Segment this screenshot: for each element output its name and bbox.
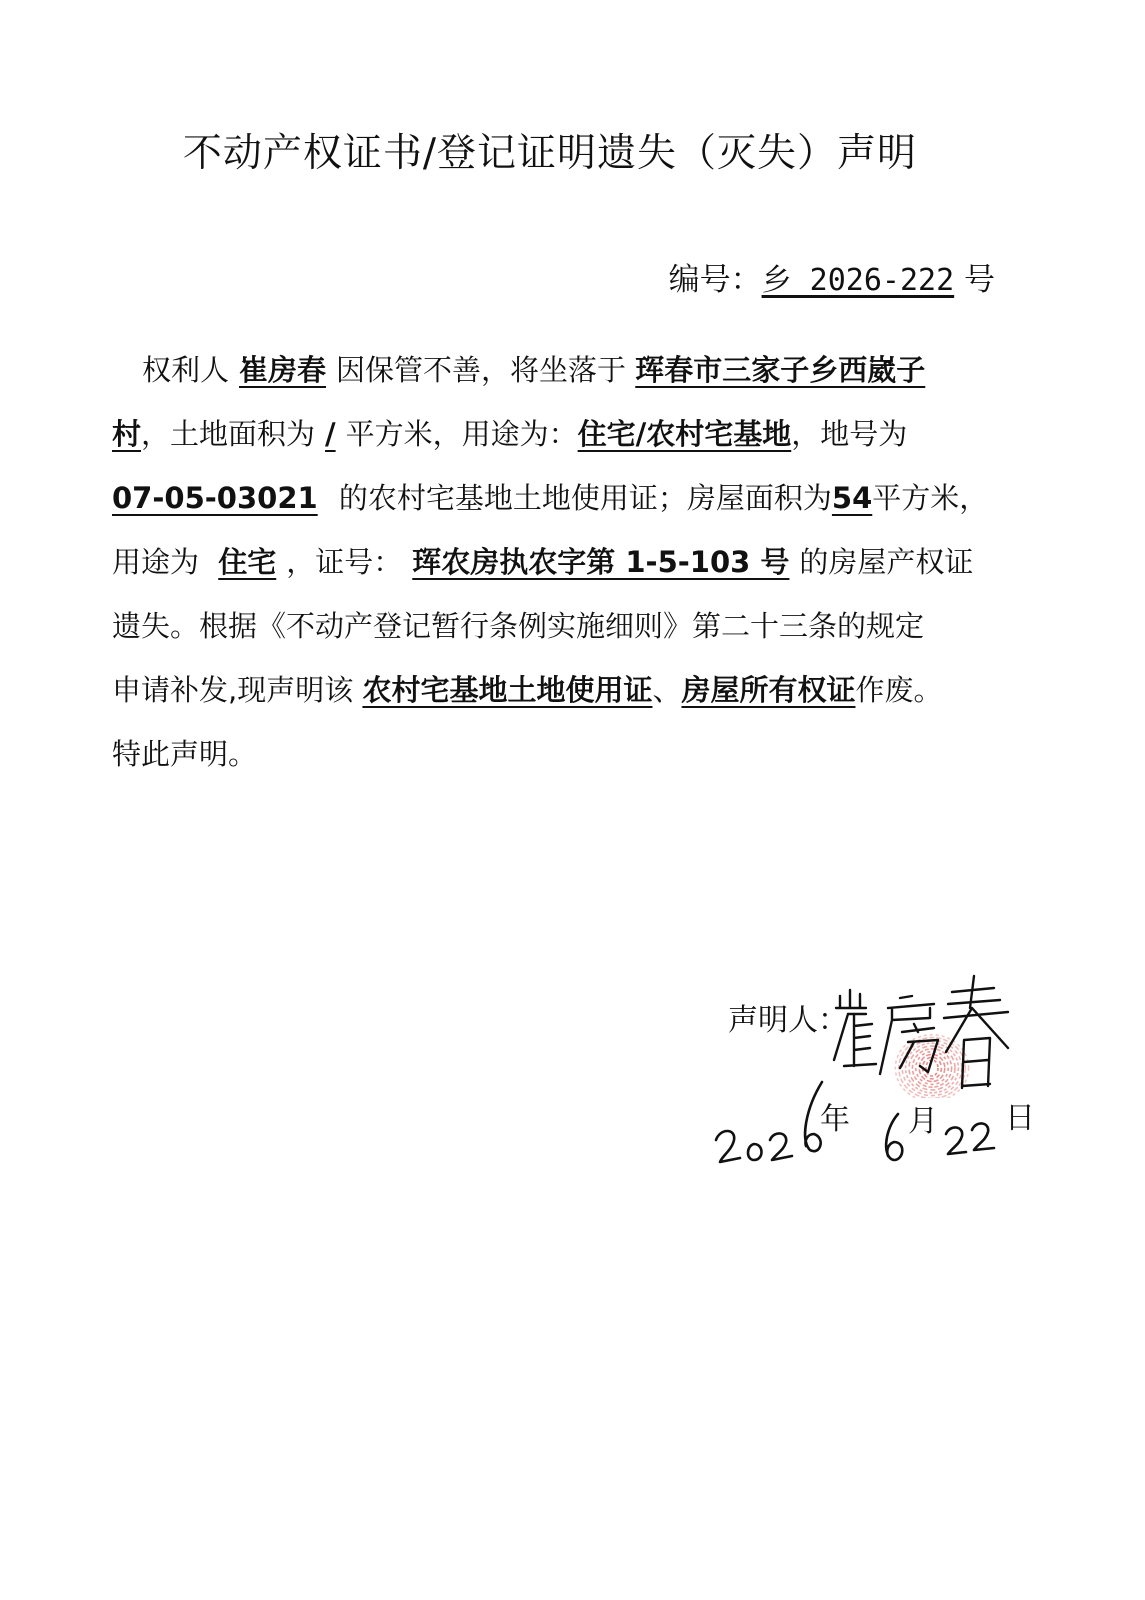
text-cert-label: ，证号： (286, 545, 403, 579)
text-void-separator: 、 (652, 673, 682, 707)
body-line-7: 特此声明。 (112, 737, 258, 771)
document-number (669, 254, 995, 299)
text-reason: 因保管不善，将坐落于 (336, 353, 627, 387)
signature-date (710, 1078, 1050, 1178)
text-void-suffix: 作废。 (855, 673, 943, 707)
location-part1: 珲春市三家子乡西崴子 (635, 353, 926, 387)
handwritten-date (710, 1078, 1050, 1178)
declaration-body (112, 338, 1002, 786)
body-line-5: 遗失。根据《不动产登记暂行条例实施细则》第二十三条的规定 (112, 609, 925, 643)
text-land-use-label: 平方米，用途为： (345, 417, 578, 451)
parcel-number: 07-05-03021 (112, 481, 318, 515)
number-suffix: 号 (954, 262, 995, 298)
house-use: 住宅 (218, 545, 277, 579)
body-line-1 (112, 338, 1002, 402)
text-void-prefix: 申请补发,现声明该 (112, 673, 354, 707)
body-line-3 (112, 466, 1002, 530)
certificate-number: 珲农房执农字第 1-5-103 号 (412, 545, 790, 579)
declarant-label: 声明人： (728, 1003, 848, 1038)
text-land-area-label: ，土地面积为 (141, 417, 316, 451)
year-label: 年 (820, 1102, 850, 1137)
land-area: / (325, 417, 336, 451)
text-house-area-label: 的农村宅基地土地使用证；房屋面积为 (338, 481, 832, 515)
holder-name: 崔房春 (239, 353, 327, 387)
house-area: 54 (831, 481, 873, 515)
land-use: 住宅/农村宅基地 (577, 417, 792, 451)
text-house-area-unit: 平方米， (872, 481, 989, 515)
body-line-6 (112, 658, 1002, 722)
text-holder-prefix: 权利人 (142, 353, 230, 387)
body-line-4 (112, 530, 1002, 594)
month-label: 月 (908, 1104, 938, 1139)
signature-strokes (834, 976, 1008, 1088)
number-value: 乡 2026-222 (761, 263, 955, 298)
text-parcel-label: ，地号为 (791, 417, 908, 451)
text-house-use-label: 用途为 (112, 545, 200, 579)
page-title: 不动产权证书/登记证明遗失（灭失）声明 (182, 131, 918, 176)
location-part2: 村 (112, 417, 142, 451)
number-label: 编号： (668, 262, 762, 298)
void-document-2: 房屋所有权证 (681, 673, 856, 707)
text-cert-suffix: 的房屋产权证 (799, 545, 974, 579)
day-label: 日 (1005, 1101, 1035, 1136)
void-document-1: 农村宅基地土地使用证 (362, 673, 653, 707)
body-line-2 (112, 402, 1002, 466)
